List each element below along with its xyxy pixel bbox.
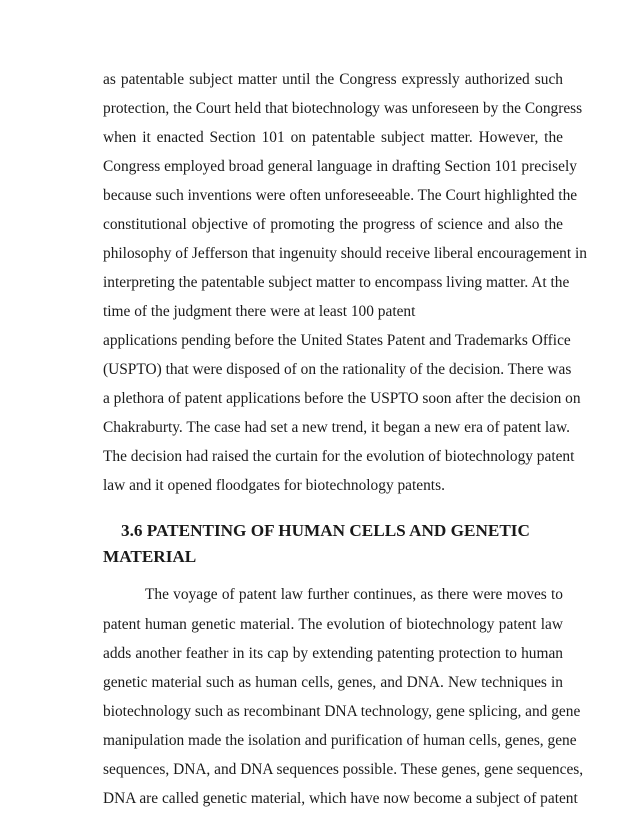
body-text-line: Chakraburty. The case had set a new trend, it began a new era of patent law. [103, 419, 570, 436]
body-text-line: philosophy of Jefferson that ingenuity should receive liberal encouragement in [103, 245, 587, 262]
body-text-line: because such inventions were often unforeseeable. The Court highlighted the [103, 187, 578, 204]
body-text-line: when it enacted Section 101 on patentable subject matter. However, the [103, 129, 563, 146]
body-text-line: biotechnology such as recombinant DNA technology, gene splicing, and gene [103, 703, 581, 720]
body-text-line: a plethora of patent applications before the USPTO soon after the decision on [103, 390, 581, 407]
body-text-line: applications pending before the United States Patent and Trademarks Office [103, 332, 571, 349]
body-text-line: DNA are called genetic material, which have now become a subject of patent [103, 790, 578, 807]
body-text-line: sequences, DNA, and DNA sequences possible. These genes, gene sequences, [103, 761, 584, 778]
body-text-line: protection, the Court held that biotechnology was unforeseen by the Congress [103, 100, 583, 117]
body-text-line: Congress employed broad general language in drafting Section 101 precisely [103, 158, 577, 175]
body-text-line: adds another feather in its cap by extending patenting protection to human [103, 645, 563, 662]
section-heading-line-1: 3.6 PATENTING OF HUMAN CELLS AND GENETIC [121, 521, 530, 540]
body-text-line: genetic material such as human cells, genes, and DNA. New techniques in [103, 674, 563, 691]
body-text-line: constitutional objective of promoting the progress of science and also the [103, 216, 563, 233]
body-text-line: interpreting the patentable subject matter to encompass living matter. At the [103, 274, 570, 291]
body-text-line: The decision had raised the curtain for the evolution of biotechnology patent [103, 448, 575, 465]
section-heading-line-2: MATERIAL [103, 547, 197, 566]
body-text-line: time of the judgment there were at least 100 patent [103, 303, 416, 320]
body-text-line: The voyage of patent law further continues, as there were moves to [145, 586, 563, 603]
body-text-line: patent human genetic material. The evolution of biotechnology patent law [103, 616, 563, 633]
body-text-line: as patentable subject matter until the Congress expressly authorized such [103, 71, 563, 88]
body-text-line: law and it opened floodgates for biotechnology patents. [103, 477, 445, 494]
body-text-line: (USPTO) that were disposed of on the rationality of the decision. There was [103, 361, 572, 378]
body-text-line: manipulation made the isolation and purification of human cells, genes, gene [103, 732, 577, 749]
